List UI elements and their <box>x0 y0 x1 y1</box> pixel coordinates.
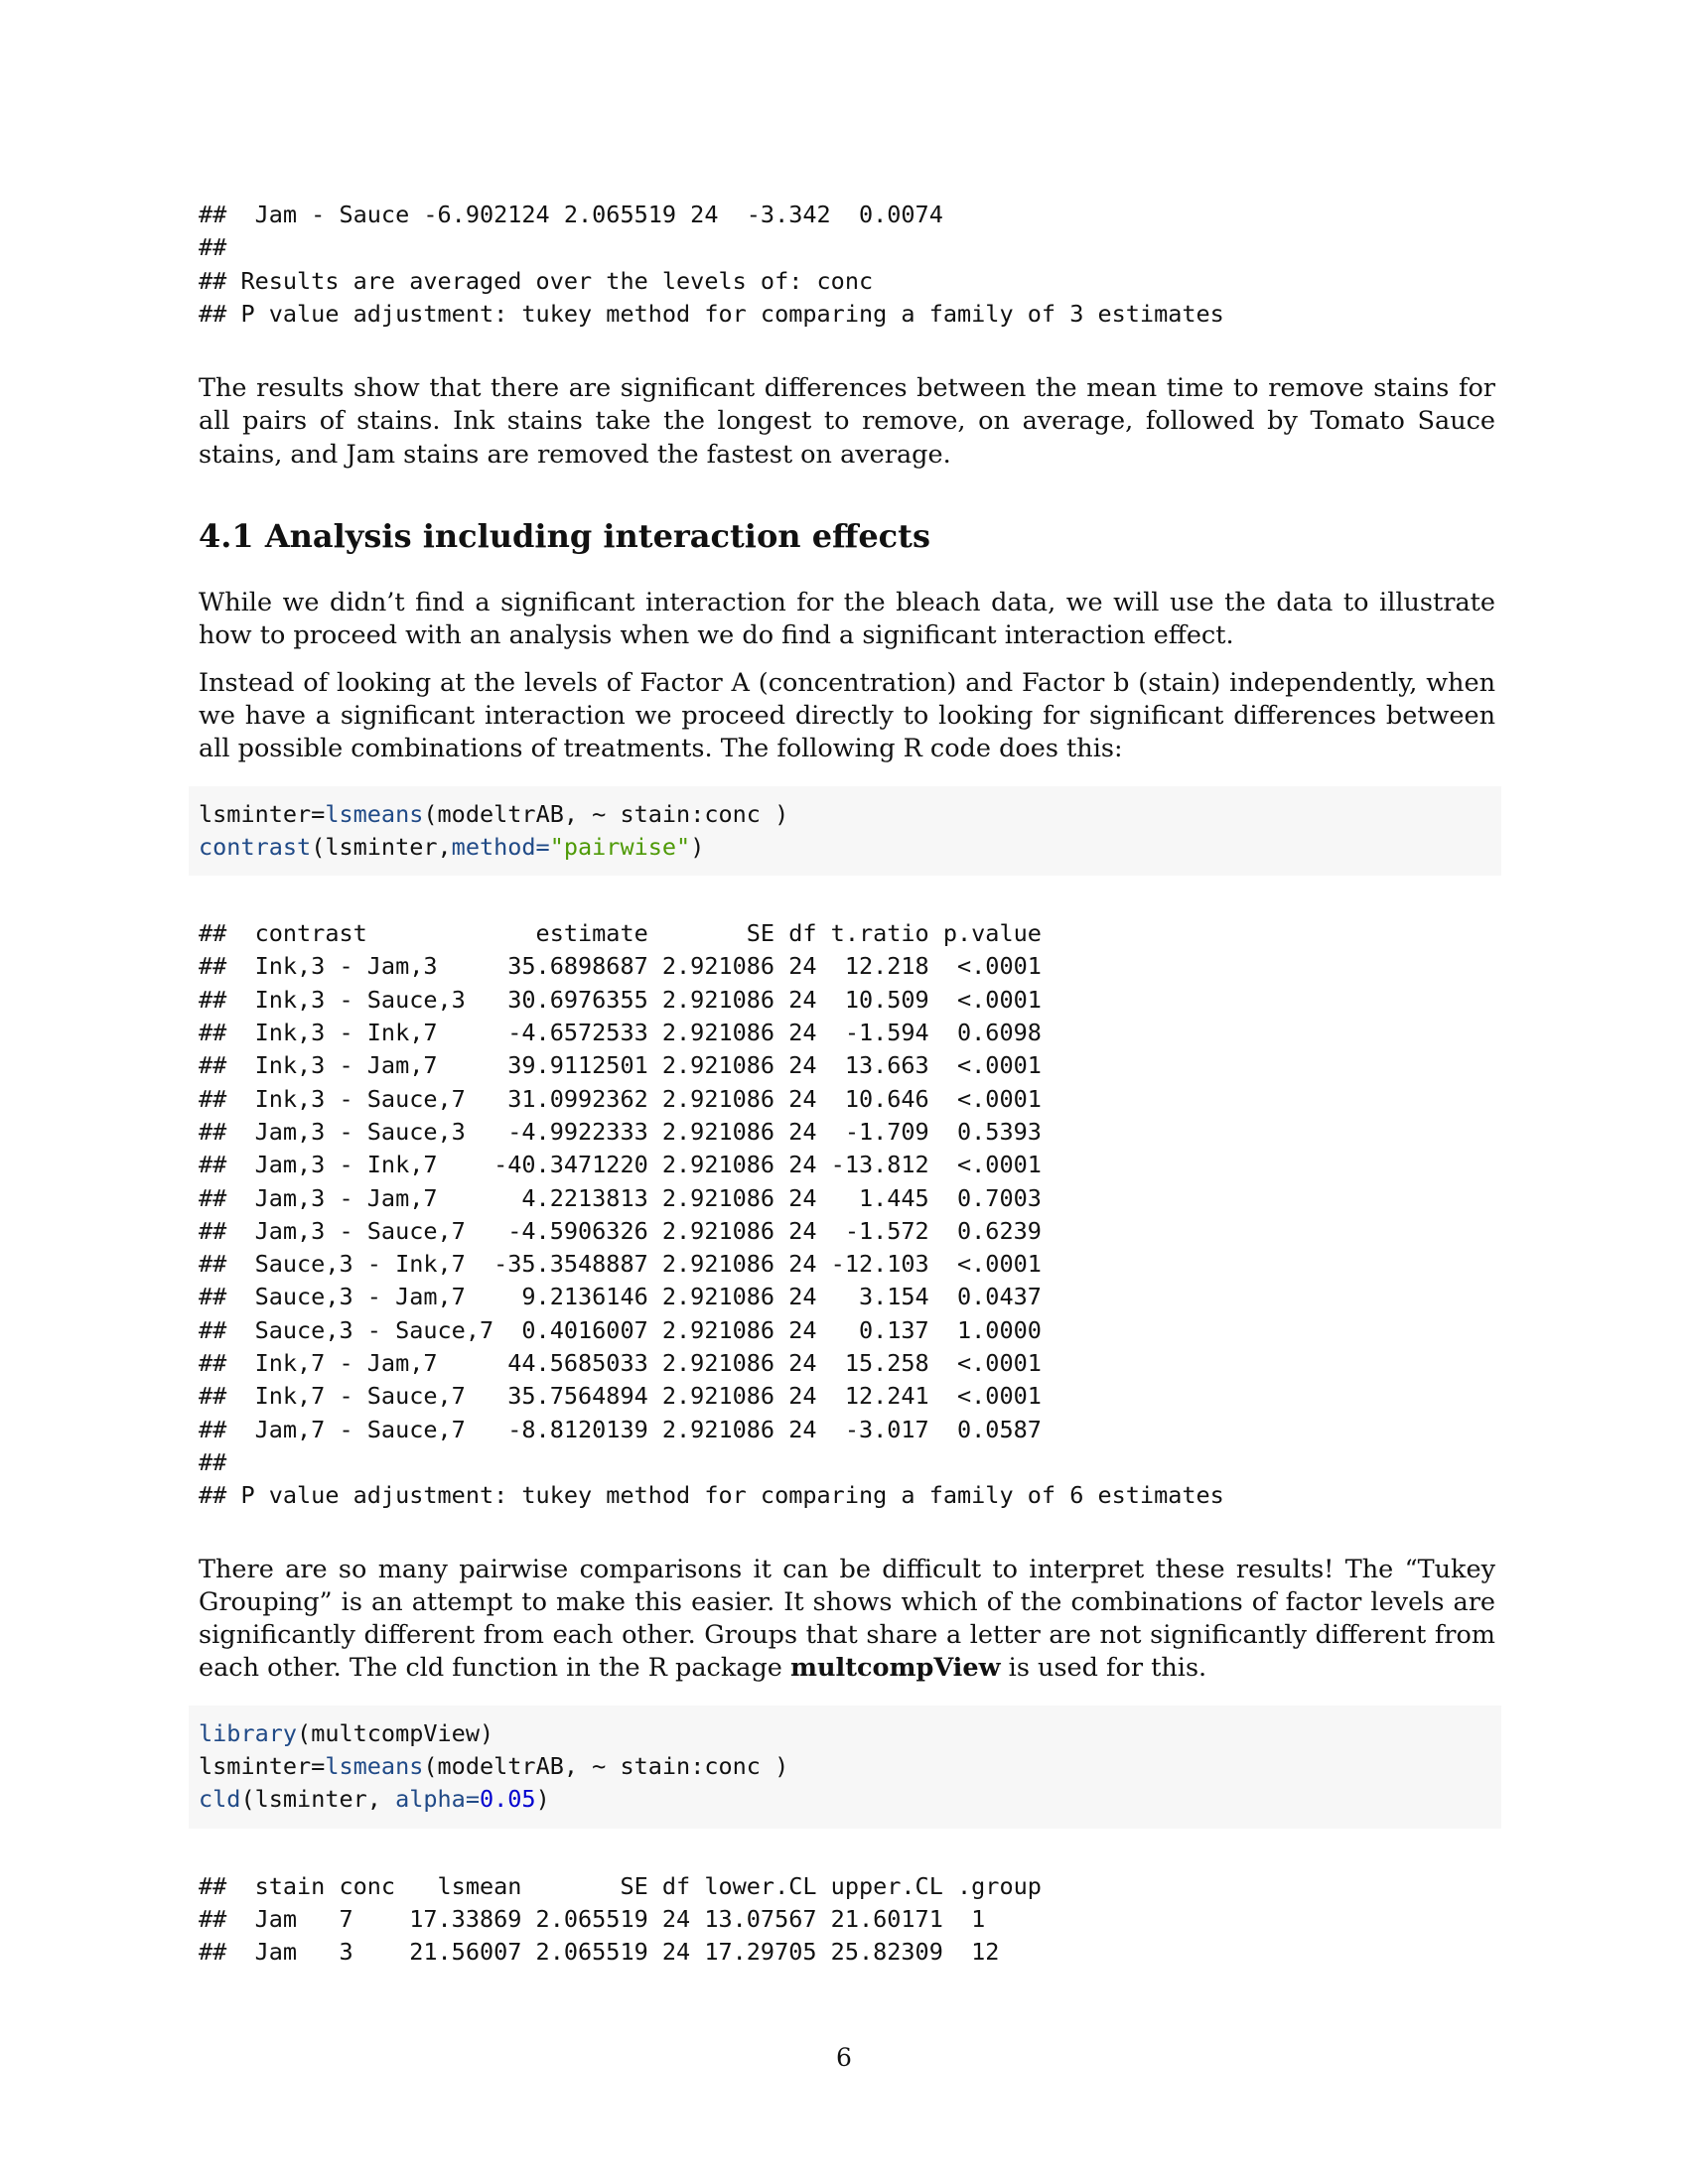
code-line: cld(lsminter, alpha=0.05) <box>199 1785 550 1814</box>
argument-name: method= <box>451 832 550 861</box>
output-line: ## Ink,3 - Sauce,7 31.0992362 2.921086 24 10.646 <.0001 <box>199 1084 1042 1113</box>
output-line: ## Jam,3 - Sauce,7 -4.5906326 2.921086 24 -1.572 0.6239 <box>199 1216 1042 1245</box>
code-line: lsminter=lsmeans(modeltrAB, ~ stain:conc ) <box>199 799 789 828</box>
page-number: 6 <box>836 2043 852 2072</box>
section-heading: 4.1 Analysis including interaction effects <box>199 517 930 556</box>
argument-name: alpha= <box>395 1785 480 1814</box>
output-line: ## Ink,7 - Sauce,7 35.7564894 2.921086 24 12.241 <.0001 <box>199 1382 1042 1411</box>
output-line: ## Jam 7 17.33869 2.065519 24 13.07567 21.60171 1 <box>199 1904 986 1933</box>
code-block-cld <box>189 1706 1501 1829</box>
code-line: library(multcompView) <box>199 1718 494 1747</box>
output-line: ## contrast estimate SE df t.ratio p.value <box>199 919 1042 948</box>
output-line: ## Sauce,3 - Sauce,7 0.4016007 2.921086 24 0.137 1.0000 <box>199 1315 1042 1344</box>
code-line: contrast(lsminter,method="pairwise") <box>199 832 705 861</box>
output-line: ## Ink,3 - Jam,3 35.6898687 2.921086 24 12.218 <.0001 <box>199 952 1042 981</box>
output-line: ## Results are averaged over the levels of: conc <box>199 266 874 295</box>
page-content <box>199 199 1495 1969</box>
output-block-contrast <box>199 917 1495 1512</box>
code-block-contrast <box>189 786 1501 877</box>
output-line: ## Jam,3 - Jam,7 4.2213813 2.921086 24 1.445 0.7003 <box>199 1183 1042 1212</box>
output-line: ## Jam 3 21.56007 2.065519 24 17.29705 25.82309 12 <box>199 1938 1000 1967</box>
output-line: ## Ink,7 - Jam,7 44.5685033 2.921086 24 15.258 <.0001 <box>199 1349 1042 1378</box>
output-line: ## stain conc lsmean SE df lower.CL upper.CL .group <box>199 1871 1042 1900</box>
function-name: lsmeans <box>325 799 424 828</box>
output-line: ## <box>199 233 227 262</box>
output-line: ## Ink,3 - Jam,7 39.9112501 2.921086 24 13.663 <.0001 <box>199 1051 1042 1080</box>
paragraph-tukey: There are so many pairwise comparisons it can be difficult to interpret these results! The “Tukey Grouping” is an attempt to make this easier. It shows which of the combinations of factor levels are significantly different from each other. Groups that share a letter are not significantly different from each other. The cld function in the R package multcompView is used for this. <box>199 1554 1495 1684</box>
numeric-literal: 0.05 <box>479 1785 536 1814</box>
string-literal: "pairwise" <box>549 832 691 861</box>
paragraph-instead: Instead of looking at the levels of Factor A (concentration) and Factor b (stain) independently, when we have a significant interaction we proceed directly to looking for significant differences between all possible combinations of treatments. The following R code does this: <box>199 667 1495 764</box>
output-line: ## Sauce,3 - Jam,7 9.2136146 2.921086 24 3.154 0.0437 <box>199 1283 1042 1311</box>
package-name: multcompView <box>790 1653 1001 1684</box>
output-line: ## Ink,3 - Sauce,3 30.6976355 2.921086 24 10.509 <.0001 <box>199 985 1042 1014</box>
output-line: ## Jam,3 - Sauce,3 -4.9922333 2.921086 24 -1.709 0.5393 <box>199 1117 1042 1146</box>
output-line: ## Jam,7 - Sauce,7 -8.8120139 2.921086 24 -3.017 0.0587 <box>199 1415 1042 1443</box>
output-line: ## Jam - Sauce -6.902124 2.065519 24 -3.342 0.0074 <box>199 201 943 228</box>
output-line: ## Jam,3 - Ink,7 -40.3471220 2.921086 24 -13.812 <.0001 <box>199 1151 1042 1179</box>
output-block-top <box>199 199 1495 331</box>
function-name: library <box>199 1718 298 1747</box>
paragraph-results: The results show that there are significant differences between the mean time to remove stains for all pairs of stains. Ink stains take the longest to remove, on average, followed by Tomato Sauce stains, and Jam stains are removed the fastest on average. <box>199 373 1495 470</box>
function-name: contrast <box>199 832 312 861</box>
output-block-cld <box>199 1870 1495 1970</box>
output-line: ## P value adjustment: tukey method for comparing a family of 6 estimates <box>199 1481 1224 1510</box>
output-line: ## <box>199 1447 227 1476</box>
function-name: lsmeans <box>325 1751 424 1780</box>
output-line: ## P value adjustment: tukey method for comparing a family of 3 estimates <box>199 299 1224 328</box>
paragraph-interaction: While we didn’t find a significant interaction for the bleach data, we will use the data to illustrate how to proceed with an analysis when we do find a significant interaction effect. <box>199 588 1495 651</box>
code-line: lsminter=lsmeans(modeltrAB, ~ stain:conc ) <box>199 1751 789 1780</box>
output-line: ## Sauce,3 - Ink,7 -35.3548887 2.921086 24 -12.103 <.0001 <box>199 1250 1042 1279</box>
output-line: ## Ink,3 - Ink,7 -4.6572533 2.921086 24 -1.594 0.6098 <box>199 1019 1042 1047</box>
function-name: cld <box>199 1785 241 1814</box>
